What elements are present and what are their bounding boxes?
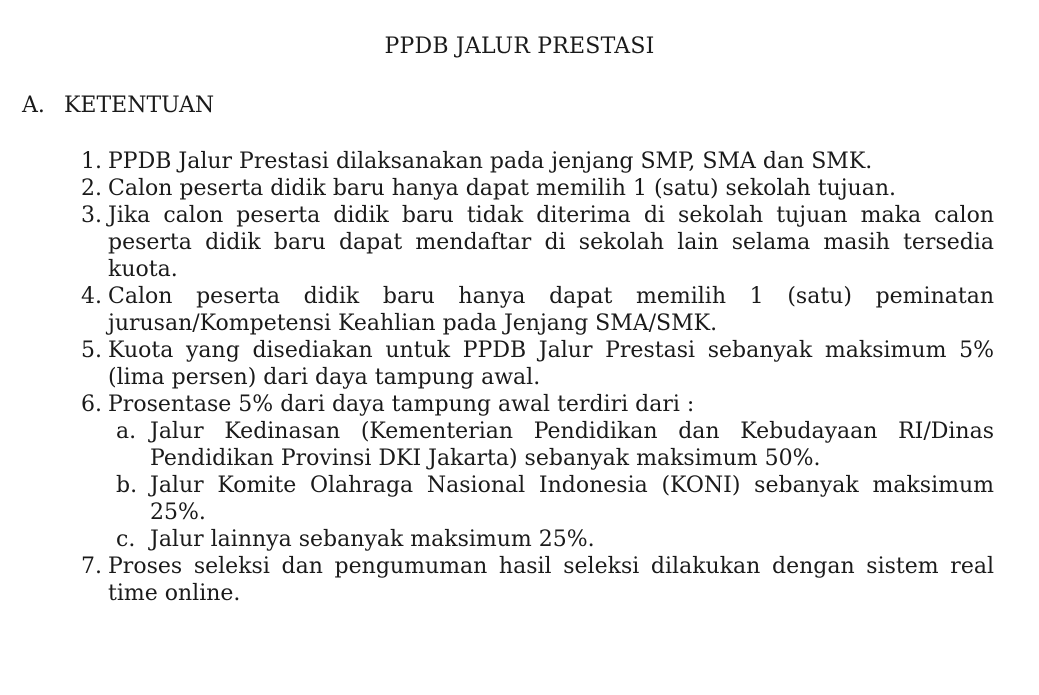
item-text: Kuota yang disediakan untuk PPDB Jalur Prestasi sebanyak maksimum 5% (lima persen) dari daya tampung awal. [108, 338, 994, 390]
sub-item-a [116, 418, 994, 472]
list-item-2 [64, 175, 994, 202]
sub-item-b [116, 472, 994, 526]
list-item-5 [64, 337, 994, 391]
list-item-7 [64, 553, 994, 607]
list-item-4 [64, 283, 994, 337]
item-text: PPDB Jalur Prestasi dilaksanakan pada jenjang SMP, SMA dan SMK. [108, 149, 873, 174]
sub-item-text: Jalur lainnya sebanyak maksimum 25%. [150, 527, 595, 552]
sub-item-letter: a. [116, 419, 137, 444]
item-number: 4. [81, 284, 102, 309]
sub-item-c [116, 526, 994, 553]
item-number: 3. [81, 203, 102, 228]
item-number: 6. [81, 392, 102, 417]
section-title: KETENTUAN [64, 93, 215, 118]
list-item-3 [64, 202, 994, 283]
sub-item-text: Jalur Komite Olahraga Nasional Indonesia (KONI) sebanyak maksimum 25%. [150, 473, 994, 525]
item-number: 1. [81, 149, 102, 174]
sub-item-text: Jalur Kedinasan (Kementerian Pendidikan dan Kebudayaan RI/Dinas Pendidikan Provinsi DKI Jakarta) sebanyak maksimum 50%. [150, 419, 994, 471]
list-item-6 [64, 391, 994, 553]
sub-item-letter: c. [116, 527, 136, 552]
sub-list [116, 418, 994, 553]
section-letter: A. [22, 93, 45, 118]
item-text: Prosentase 5% dari daya tampung awal terdiri dari : [108, 392, 695, 417]
section-heading [22, 93, 214, 118]
item-number: 2. [81, 176, 102, 201]
document-title: PPDB JALUR PRESTASI [384, 34, 655, 59]
item-text: Jika calon peserta didik baru tidak diterima di sekolah tujuan maka calon peserta didik baru dapat mendaftar di sekolah lain selama masih tersedia kuota. [108, 203, 994, 282]
sub-item-letter: b. [116, 473, 138, 498]
item-number: 5. [81, 338, 102, 363]
item-number: 7. [81, 554, 102, 579]
list-item-1 [64, 148, 994, 175]
provisions-list [64, 148, 994, 607]
item-text: Calon peserta didik baru hanya dapat memilih 1 (satu) peminatan jurusan/Kompetensi Keahlian pada Jenjang SMA/SMK. [108, 284, 994, 336]
item-text: Proses seleksi dan pengumuman hasil seleksi dilakukan dengan sistem real time online. [108, 554, 994, 606]
item-text: Calon peserta didik baru hanya dapat memilih 1 (satu) sekolah tujuan. [108, 176, 896, 201]
